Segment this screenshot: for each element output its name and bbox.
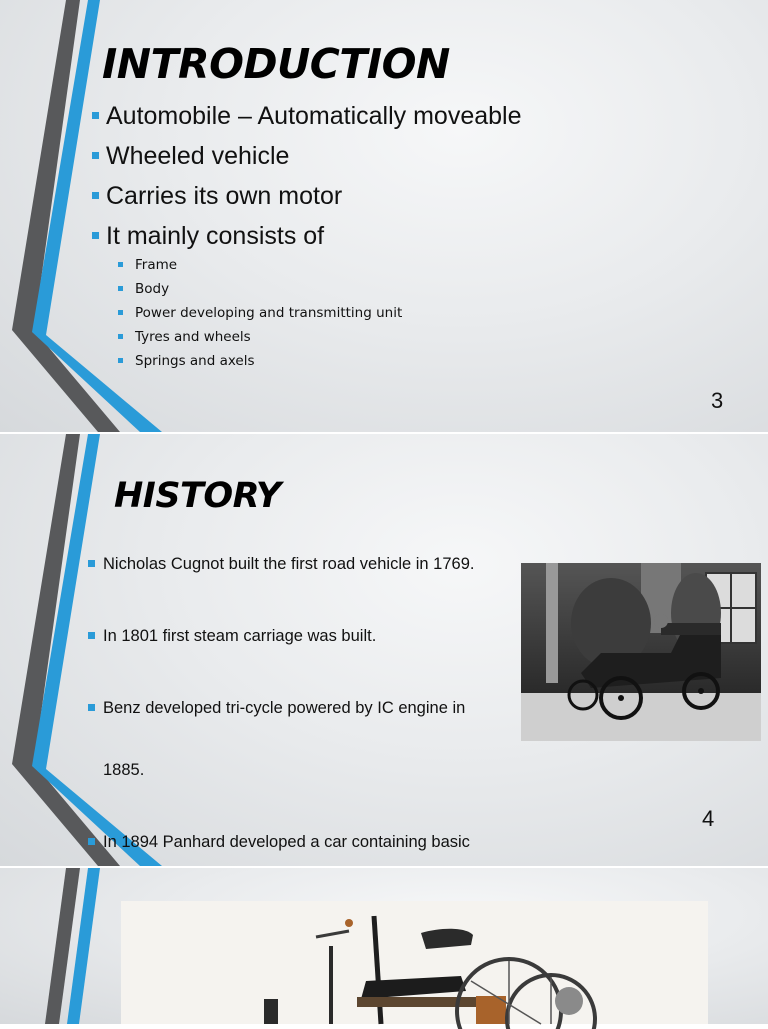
slide-title: INTRODUCTION [102, 40, 450, 88]
sub-bullet-item: Power developing and transmitting unit [118, 302, 402, 326]
sub-bullet-item: Frame [118, 254, 402, 278]
sub-bullet-item: Body [118, 278, 402, 302]
bullet-list [88, 434, 523, 851]
bullet-item: In 1801 first steam carriage was built. [88, 621, 523, 652]
sub-bullet-item: Tyres and wheels [118, 326, 402, 350]
slide-title: HISTORY [114, 476, 281, 516]
bullet-item: It mainly consists of [92, 220, 522, 260]
bullet-item: Benz developed tri-cycle powered by IC engine in [88, 693, 523, 724]
bullet-item: Wheeled vehicle [92, 140, 522, 180]
bullet-item: In 1894 Panhard developed a car containing basic [88, 827, 523, 858]
slide-history [0, 434, 768, 866]
sub-bullet-list [118, 254, 402, 374]
sub-bullet-item: Springs and axels [118, 350, 402, 374]
page-number: 4 [702, 806, 715, 831]
bullet-list [92, 100, 522, 260]
vintage-car-image [521, 563, 761, 741]
vintage-car-photo [521, 563, 761, 741]
benz-motorwagen-image [121, 901, 708, 1024]
bullet-item: Nicholas Cugnot built the first road vehicle in 1769. [88, 549, 523, 580]
bullet-item-continuation: 1885. [103, 761, 145, 779]
bullet-item: Automobile – Automatically moveable [92, 100, 522, 140]
benz-motorwagen-photo [121, 901, 708, 1024]
page-number: 3 [711, 388, 724, 413]
slide-introduction [0, 0, 768, 432]
slide-photo [0, 868, 768, 1024]
bullet-item: Carries its own motor [92, 180, 522, 220]
